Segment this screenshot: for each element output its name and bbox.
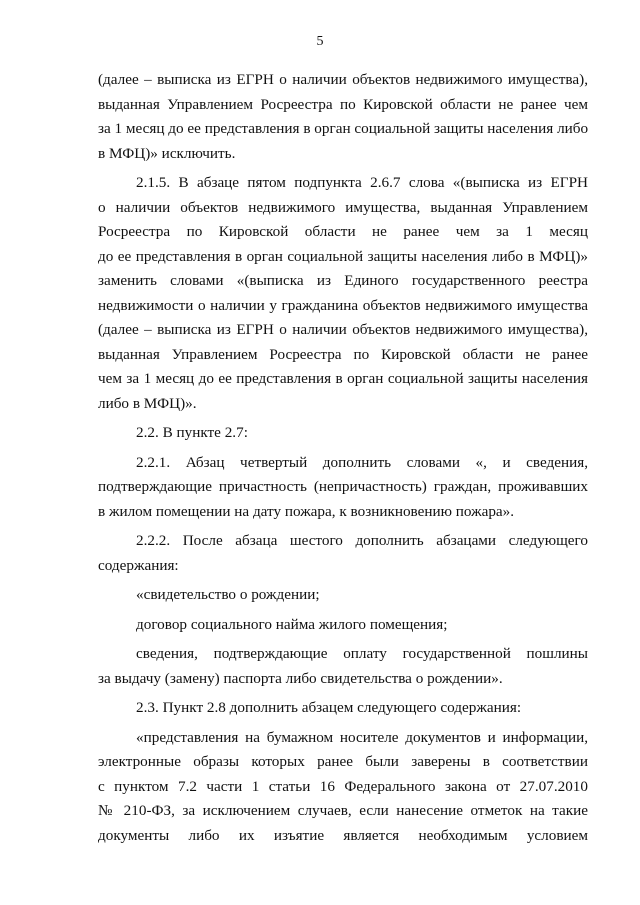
text-line: чем за 1 месяц до ее представления в орган социальной защиты населения	[98, 370, 588, 387]
text-line: за выдачу (замену) паспорта либо свидетельства о рождении».	[98, 669, 503, 687]
text-line: сведения, подтверждающие оплату государственной пошлины	[136, 645, 588, 662]
text-line: 2.1.5. В абзаце пятом подпункта 2.6.7 слова «(выписка из ЕГРН	[136, 174, 588, 191]
text-line: «свидетельство о рождении;	[136, 586, 320, 603]
text-line: документы либо их изъятие является необходимым условием	[98, 826, 588, 844]
text-line: с пунктом 7.2 части 1 статьи 16 Федерального закона от 27.07.2010	[98, 777, 588, 795]
text-line: договор социального найма жилого помещения;	[136, 615, 448, 633]
text-line: недвижимости о наличии у гражданина объектов недвижимого имущества	[98, 296, 588, 314]
text-line: выданная Управлением Росреестра по Кировской области не ранее	[98, 345, 588, 363]
text-line: выданная Управлением Росреестра по Кировской области не ранее чем	[98, 95, 588, 113]
text-line: 2.2. В пункте 2.7:	[136, 424, 248, 441]
text-line: заменить словами «(выписка из Единого государственного реестра	[98, 272, 588, 289]
text-line: за 1 месяц до ее представления в орган социальной защиты населения либо	[98, 120, 589, 137]
text-line: (далее – выписка из ЕГРН о наличии объектов недвижимого имущества),	[98, 321, 588, 338]
document-body	[98, 68, 588, 848]
text-line: в жилом помещении на дату пожара, к возникновению пожара».	[98, 502, 515, 520]
text-line: до ее представления в орган социальной защиты населения либо в МФЦ)»	[98, 247, 588, 265]
text-line: о наличии объектов недвижимого имущества, выданная Управлением	[98, 198, 588, 216]
text-line: Росреестра по Кировской области не ранее чем за 1 месяц	[98, 223, 588, 240]
text-line: 2.2.2. После абзаца шестого дополнить абзацами следующего	[136, 532, 588, 549]
text-line: в МФЦ)» исключить.	[98, 144, 236, 162]
page-number: 5	[316, 34, 324, 49]
text-line: электронные образы которых ранее были заверены в соответствии	[98, 753, 588, 770]
text-line: № 210-ФЗ, за исключением случаев, если нанесение отметок на такие	[98, 802, 588, 819]
text-line: 2.3. Пункт 2.8 дополнить абзацем следующего содержания:	[136, 699, 522, 716]
text-line: либо в МФЦ)».	[98, 394, 197, 412]
text-line: 2.2.1. Абзац четвертый дополнить словами «, и сведения,	[136, 453, 588, 471]
text-line: подтверждающие причастность (непричастность) граждан, проживавших	[98, 478, 588, 495]
text-line: «представления на бумажном носителе документов и информации,	[136, 728, 588, 746]
text-line: содержания:	[98, 556, 179, 574]
text-line: (далее – выписка из ЕГРН о наличии объектов недвижимого имущества),	[98, 71, 588, 88]
